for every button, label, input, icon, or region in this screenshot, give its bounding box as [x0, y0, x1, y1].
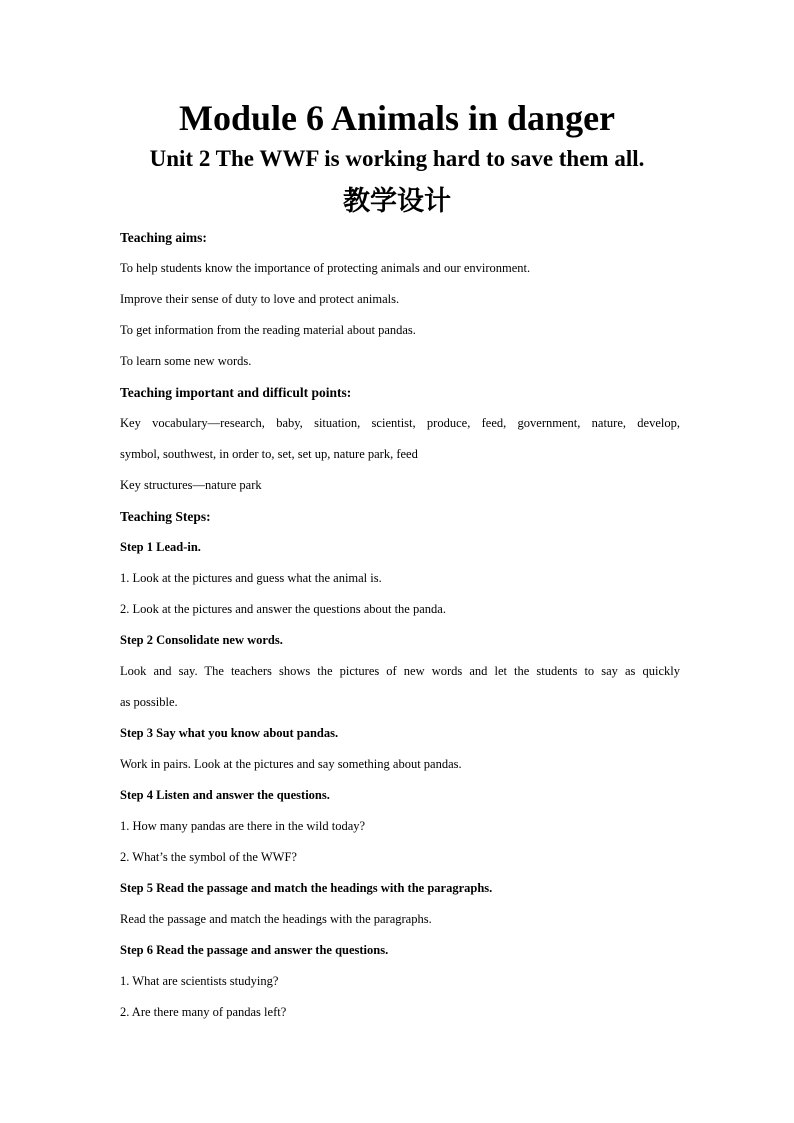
- step-title: Step 5 Read the passage and match the headings with the paragraphs.: [120, 881, 493, 895]
- aim-item: To learn some new words.: [120, 354, 252, 368]
- document-body: [120, 222, 680, 1028]
- step-text: as possible.: [120, 695, 178, 709]
- step-title: Step 1 Lead-in.: [120, 540, 201, 554]
- teaching-steps-heading: Teaching Steps:: [120, 509, 211, 524]
- unit-subtitle: Unit 2 The WWF is working hard to save them all.: [149, 146, 645, 171]
- aim-item: To get information from the reading material about pandas.: [120, 323, 416, 337]
- page-title: Module 6 Animals in danger: [178, 98, 616, 138]
- step-text: Read the passage and match the headings with the paragraphs.: [120, 912, 432, 926]
- step-text: Work in pairs. Look at the pictures and say something about pandas.: [120, 757, 462, 771]
- step-item: 1. What are scientists studying?: [120, 974, 279, 988]
- key-structures-line: Key structures—nature park: [120, 478, 262, 492]
- step-item: 2. What’s the symbol of the WWF?: [120, 850, 297, 864]
- step-item: 2. Look at the pictures and answer the questions about the panda.: [120, 602, 446, 616]
- step-item: 2. Are there many of pandas left?: [120, 1005, 287, 1019]
- step-title: Step 6 Read the passage and answer the questions.: [120, 943, 389, 957]
- aim-item: To help students know the importance of protecting animals and our environment.: [120, 261, 531, 275]
- step-title: Step 2 Consolidate new words.: [120, 633, 283, 647]
- aim-item: Improve their sense of duty to love and protect animals.: [120, 292, 400, 306]
- key-vocabulary-line: Key vocabulary—research, baby, situation, scientist, produce, feed, government, nature, develop,: [120, 416, 680, 430]
- step-title: Step 3 Say what you know about pandas.: [120, 726, 339, 740]
- key-vocabulary-line: symbol, southwest, in order to, set, set up, nature park, feed: [120, 447, 418, 461]
- teaching-design-title: 教学设计: [343, 186, 451, 217]
- important-points-heading: Teaching important and difficult points:: [120, 385, 352, 400]
- step-text: Look and say. The teachers shows the pictures of new words and let the students to say as quickly: [120, 664, 680, 678]
- step-item: 1. Look at the pictures and guess what the animal is.: [120, 571, 382, 585]
- step-title: Step 4 Listen and answer the questions.: [120, 788, 330, 802]
- teaching-aims-heading: Teaching aims:: [120, 230, 207, 245]
- step-item: 1. How many pandas are there in the wild today?: [120, 819, 366, 833]
